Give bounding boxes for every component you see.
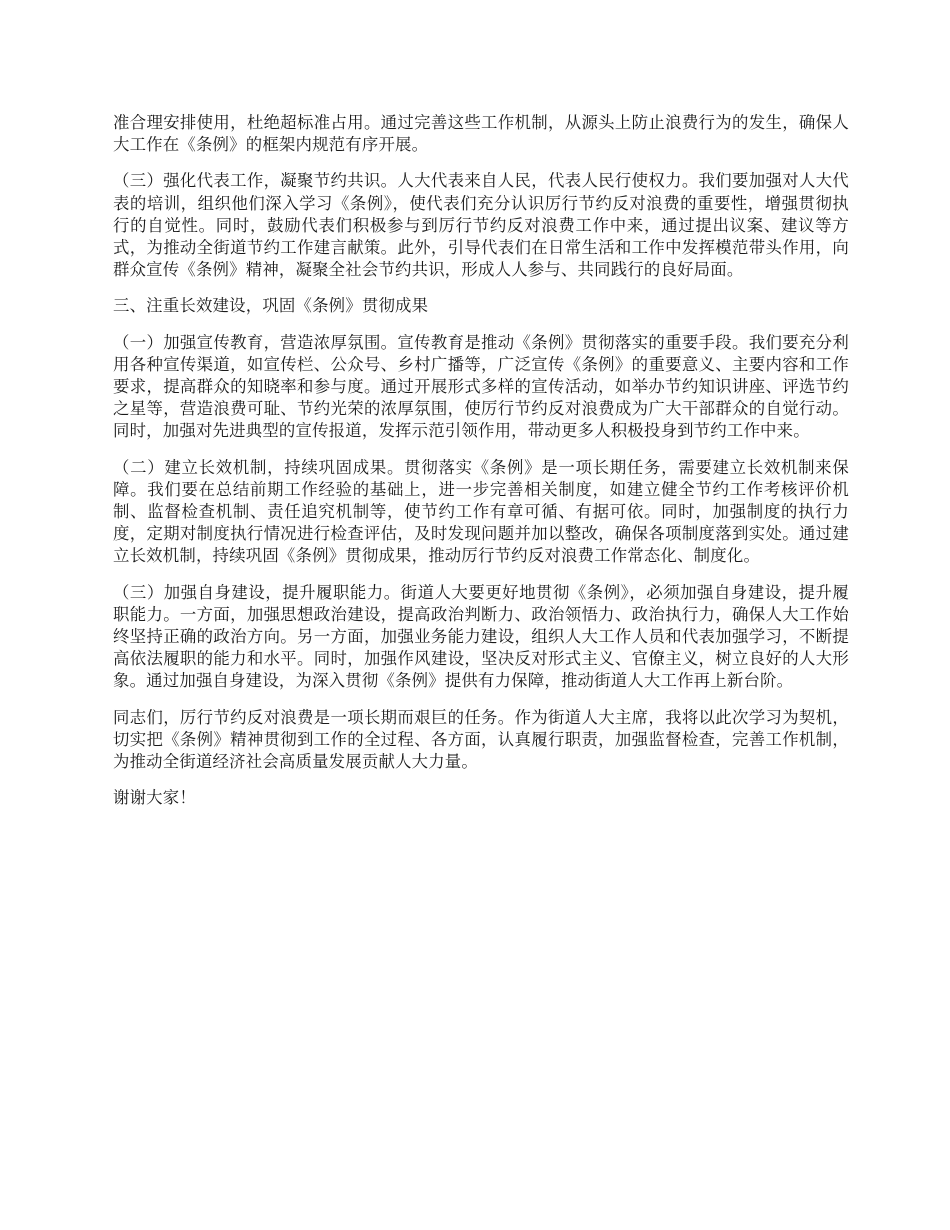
paragraph-long-term-mechanism: （二）建立长效机制，持续巩固成果。贯彻落实《条例》是一项长期任务，需要建立长效机制来保障。我们要在总结前期工作经验的基础上，进一步完善相关制度，如建立健全节约工作考核评价机制、监督检查机制、责任追究机制等，使节约工作有章可循、有据可依。同时，加强制度的执行力度，定期对制度执行情况进行检查评估，及时发现问题并加以整改，确保各项制度落到实处。通过建立长效机制，持续巩固《条例》贯彻成果，推动厉行节约反对浪费工作常态化、制度化。 <box>113 457 849 566</box>
document-body <box>113 112 849 823</box>
paragraph-self-building: （三）加强自身建设，提升履职能力。街道人大要更好地贯彻《条例》，必须加强自身建设，提升履职能力。一方面，加强思想政治建设，提高政治判断力、政治领悟力、政治执行力，确保人大工作始终坚持正确的政治方向。另一方面，加强业务能力建设，组织人大工作人员和代表加强学习，不断提高依法履职的能力和水平。同时，加强作风建设，坚决反对形式主义、官僚主义，树立良好的人大形象。通过加强自身建设，为深入贯彻《条例》提供有力保障，推动街道人大工作再上新台阶。 <box>113 582 849 691</box>
paragraph-closing: 同志们，厉行节约反对浪费是一项长期而艰巨的任务。作为街道人大主席，我将以此次学习为契机，切实把《条例》精神贯彻到工作的全过程、各方面，认真履行职责，加强监督检查，完善工作机制，为推动全街道经济社会高质量发展贡献人大力量。 <box>113 707 849 772</box>
paragraph-publicity-education: （一）加强宣传教育，营造浓厚氛围。宣传教育是推动《条例》贯彻落实的重要手段。我们要充分利用各种宣传渠道，如宣传栏、公众号、乡村广播等，广泛宣传《条例》的重要意义、主要内容和工作要求，提高群众的知晓率和参与度。通过开展形式多样的宣传活动，如举办节约知识讲座、评选节约之星等，营造浪费可耻、节约光荣的浓厚氛围，使厉行节约反对浪费成为广大干部群众的自觉行动。同时，加强对先进典型的宣传报道，发挥示范引领作用，带动更多人积极投身到节约工作中来。 <box>113 332 849 441</box>
paragraph-thanks: 谢谢大家！ <box>113 788 196 808</box>
section-heading-3: 三、注重长效建设，巩固《条例》贯彻成果 <box>113 296 429 316</box>
paragraph-continuation: 准合理安排使用，杜绝超标准占用。通过完善这些工作机制，从源头上防止浪费行为的发生，确保人大工作在《条例》的框架内规范有序开展。 <box>113 113 849 155</box>
paragraph-representative-work: （三）强化代表工作，凝聚节约共识。人大代表来自人民，代表人民行使权力。我们要加强对人大代表的培训，组织他们深入学习《条例》，使代表们充分认识厉行节约反对浪费的重要性，增强贯彻执行的自觉性。同时，鼓励代表们积极参与到厉行节约反对浪费工作中来，通过提出议案、建议等方式，为推动全街道节约工作建言献策。此外，引导代表们在日常生活和工作中发挥模范带头作用，向群众宣传《条例》精神，凝聚全社会节约共识，形成人人参与、共同践行的良好局面。 <box>113 171 849 280</box>
